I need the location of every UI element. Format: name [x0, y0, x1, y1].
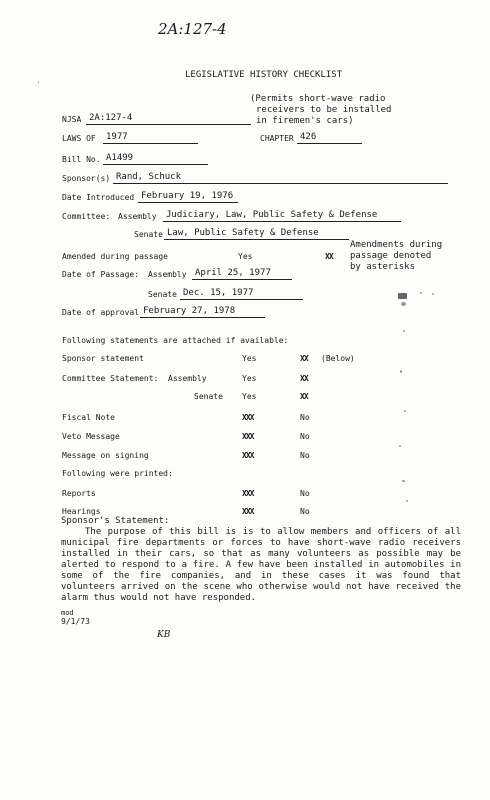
row-committee-assembly: Assembly — [168, 374, 207, 383]
committee-senate-label: Senate — [134, 230, 163, 239]
row-reports: Reports — [62, 489, 96, 498]
approval-label: Date of approval — [62, 308, 140, 317]
row-sponsor-yes: Yes — [242, 354, 257, 363]
row-hearings-yes-mark: XXX — [242, 507, 254, 516]
footer-date: 9/1/73 — [61, 617, 90, 626]
handwritten-file-ref: 2A:127-4 — [158, 20, 227, 38]
amend-note-2: passage denoted — [350, 251, 432, 261]
amended-label: Amended during passage — [62, 252, 168, 261]
passage-senate-value: Dec. 15, 1977 — [180, 288, 303, 300]
sponsor-statement-heading: Sponsor's Statement: — [61, 516, 170, 526]
note-line-1: (Permits short-wave radio — [250, 94, 386, 104]
committee-senate-value: Law, Public Safety & Defense — [164, 228, 349, 240]
row-message-signing: Message on signing — [62, 451, 149, 460]
row-committee-assembly-yes: Yes — [242, 374, 257, 383]
following-attached: Following statements are attached if available: — [62, 336, 289, 345]
row-sponsor-no-mark: XX — [300, 354, 308, 363]
page-title: LEGISLATIVE HISTORY CHECKLIST — [185, 70, 343, 80]
passage-assembly-label: Assembly — [148, 270, 187, 279]
row-message-signing-yes-mark: XXX — [242, 451, 254, 460]
footer-mod: mod — [61, 609, 74, 617]
njsa-label: NJSA — [62, 115, 82, 124]
amend-note-3: by asterisks — [350, 262, 416, 272]
following-printed: Following were printed: — [62, 469, 173, 478]
chapter-label: CHAPTER — [260, 134, 294, 143]
approval-value: February 27, 1978 — [140, 306, 265, 318]
chapter-value: 426 — [297, 132, 362, 144]
row-reports-yes-mark: XXX — [242, 489, 254, 498]
amended-no-mark: XX — [325, 252, 333, 261]
margin-tick: · — [36, 78, 41, 87]
row-reports-no: No — [300, 489, 310, 498]
bill-no-value: A1499 — [103, 153, 208, 165]
row-committee-senate-yes: Yes — [242, 392, 257, 401]
amended-yes: Yes — [238, 252, 253, 261]
row-hearings-no: No — [300, 507, 310, 516]
bill-no-label: Bill No. — [62, 155, 101, 164]
row-sponsor-statement: Sponsor statement — [62, 354, 144, 363]
row-message-signing-no: No — [300, 451, 310, 460]
njsa-value: 2A:127-4 — [86, 113, 251, 125]
row-fiscal-note: Fiscal Note — [62, 413, 115, 422]
date-passage-label: Date of Passage: — [62, 270, 140, 279]
amend-note-1: Amendments during — [350, 240, 443, 250]
row-committee-senate: Senate — [194, 392, 223, 401]
committee-assembly-value: Judiciary, Law, Public Safety & Defense — [163, 210, 401, 222]
date-introduced-label: Date Introduced — [62, 193, 135, 202]
row-veto-message: Veto Message — [62, 432, 120, 441]
sponsor-label: Sponsor(s) — [62, 174, 111, 183]
note-line-3: in firemen's cars) — [256, 116, 354, 126]
initials: KB — [157, 630, 171, 640]
row-sponsor-note: (Below) — [321, 354, 355, 363]
row-committee-assembly-no-mark: XX — [300, 374, 308, 383]
row-hearings: Hearings — [62, 507, 101, 516]
date-introduced-value: February 19, 1976 — [138, 191, 238, 203]
row-fiscal-yes-mark: XXX — [242, 413, 254, 422]
sponsor-statement-text: The purpose of this bill is is to allow members and officers of all municipal fire departments or forces to have short-wave radio receivers installed in their cars, so that as many volunteers as possible may be alerted to respond to a fire. A few have been installed in automobiles in some of the fire companies, and in these cases it was found that volunteers arrived on the scene who otherwise would not have received the alarm thus would not have responded. — [61, 527, 461, 603]
passage-senate-label: Senate — [148, 290, 177, 299]
row-committee-senate-no-mark: XX — [300, 392, 308, 401]
row-veto-no: No — [300, 432, 310, 441]
sponsor-value: Rand, Schuck — [113, 172, 448, 184]
passage-assembly-value: April 25, 1977 — [192, 268, 292, 280]
committee-label: Committee: — [62, 212, 111, 221]
note-line-2: receivers to be installed — [256, 105, 392, 115]
row-fiscal-no: No — [300, 413, 310, 422]
row-veto-yes-mark: XXX — [242, 432, 254, 441]
committee-assembly-label: Assembly — [118, 212, 157, 221]
row-committee-statement: Committee Statement: — [62, 374, 159, 383]
laws-of-label: LAWS OF — [62, 134, 96, 143]
laws-of-value: 1977 — [103, 132, 198, 144]
